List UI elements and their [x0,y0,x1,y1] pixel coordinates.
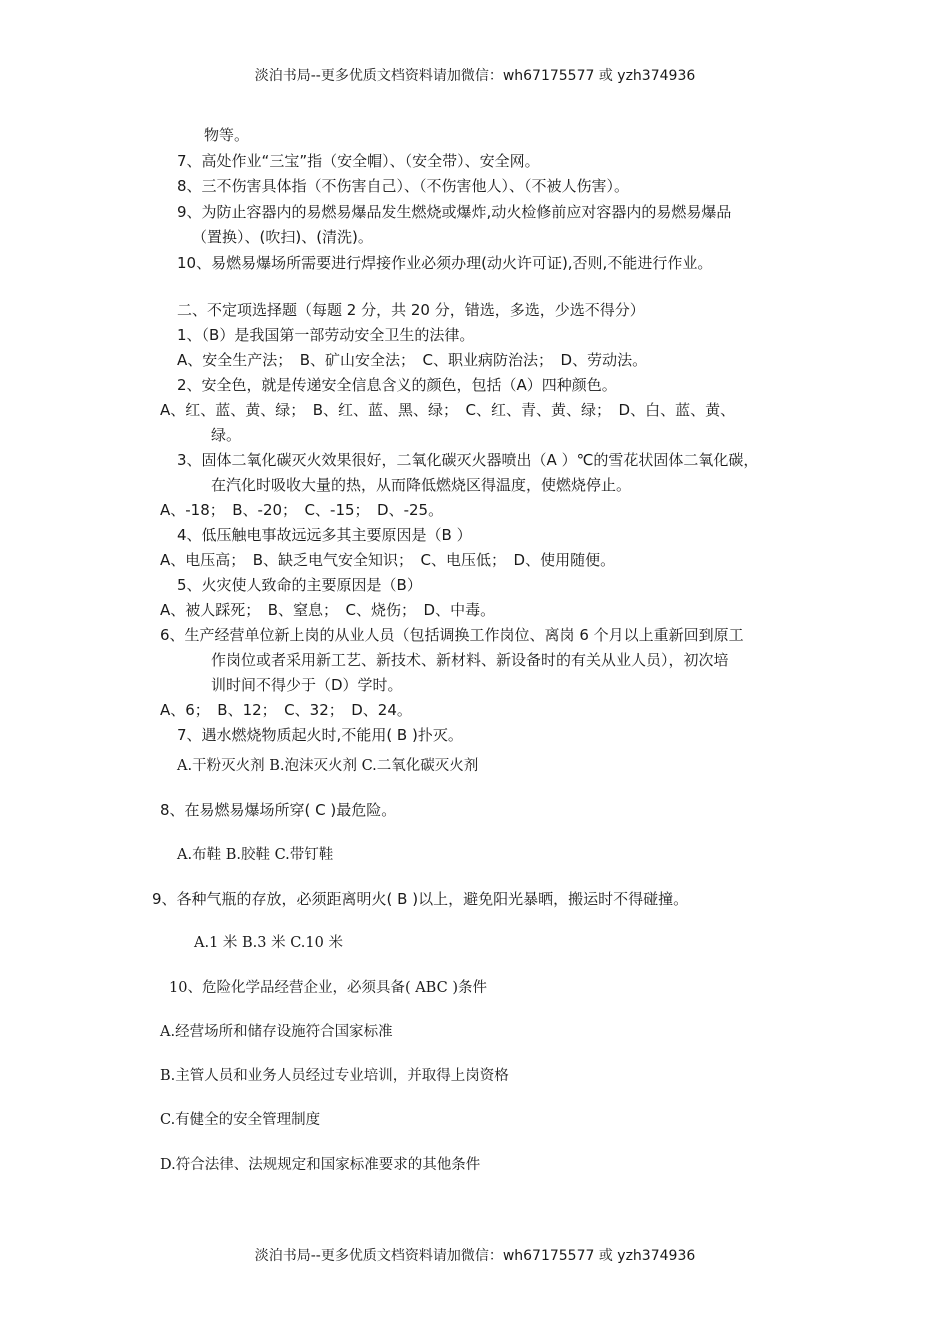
option-line: A.干粉灭火剂 B.泡沫灭火剂 C.二氧化碳灭火剂 [177,758,479,774]
question-line: 在汽化时吸收大量的热，从而降低燃烧区得温度，使燃烧停止。 [211,476,632,494]
option-line: 绿。 [211,426,242,444]
option-line: A.1 米 B.3 米 C.10 米 [194,935,343,951]
fill-in-line: 7、高处作业“三宝”指（安全帽）、（安全带）、安全网。 [177,152,540,170]
option-line: A.布鞋 B.胶鞋 C.带钉鞋 [177,847,334,863]
question-line: 3、固体二氧化碳灭火效果很好，二氧化碳灭火器喷出（A ）℃的雪花状固体二氧化碳， [177,451,759,469]
option-line: A、6； B、12； C、32； D、24。 [160,701,412,719]
option-line: A、电压高； B、缺乏电气安全知识； C、电压低； D、使用随便。 [160,551,616,569]
option-line: A、安全生产法； B、矿山安全法； C、职业病防治法； D、劳动法。 [177,351,648,369]
question-line: 5、火灾使人致命的主要原因是（B） [177,576,422,594]
option-line: A、-18； B、-20； C、-15； D、-25。 [160,501,444,519]
question-line: 1、（B）是我国第一部劳动安全卫生的法律。 [177,326,475,344]
fill-in-line: 10、易燃易爆场所需要进行焊接作业必须办理(动火许可证),否则,不能进行作业。 [177,254,713,272]
fill-in-line: 9、为防止容器内的易燃易爆品发生燃烧或爆炸,动火检修前应对容器内的易燃易爆品 [177,203,732,221]
fill-in-line: 物等。 [204,126,250,144]
question-line: 4、低压触电事故远远多其主要原因是（B ） [177,526,472,544]
question-line: 8、在易燃易爆场所穿( C )最危险。 [160,801,397,819]
question-line: 9、各种气瓶的存放，必须距离明火( B )以上，避免阳光暴晒，搬运时不得碰撞。 [152,890,689,908]
fill-in-line: 8、三不伤害具体指（不伤害自己）、（不伤害他人）、（不被人伤害）。 [177,177,630,195]
fill-in-line: （置换）、(吹扫)、(清洗)。 [192,228,373,246]
question-line: 作岗位或者采用新工艺、新技术、新材料、新设备时的有关从业人员），初次培 [211,651,729,669]
option-line: C.有健全的安全管理制度 [160,1112,321,1128]
page-footer: 淡泊书局--更多优质文档资料请加微信：wh67175577 或 yzh374936 [254,1248,696,1264]
question-line: 2、安全色，就是传递安全信息含义的颜色，包括（A）四种颜色。 [177,376,617,394]
option-line: A、红、蓝、黄、绿； B、红、蓝、黑、绿； C、红、青、黄、绿； D、白、蓝、黄、 [160,401,736,419]
question-line: 10、危险化学品经营企业，必须具备( ABC )条件 [169,980,487,996]
question-line: 训时间不得少于（D）学时。 [211,676,403,694]
option-line: A、被人踩死； B、窒息； C、烧伤； D、中毒。 [160,601,496,619]
option-line: D.符合法律、法规规定和国家标准要求的其他条件 [160,1157,481,1173]
question-line: 7、遇水燃烧物质起火时,不能用( B )扑灭。 [177,726,463,744]
page-header: 淡泊书局--更多优质文档资料请加微信：wh67175577 或 yzh374936 [254,68,696,84]
section-title: 二、不定项选择题（每题 2 分，共 20 分，错选，多选，少选不得分） [177,301,645,319]
question-line: 6、生产经营单位新上岗的从业人员（包括调换工作岗位、离岗 6 个月以上重新回到原工 [160,626,744,644]
option-line: B.主管人员和业务人员经过专业培训，并取得上岗资格 [160,1068,509,1084]
option-line: A.经营场所和储存设施符合国家标准 [160,1024,393,1040]
